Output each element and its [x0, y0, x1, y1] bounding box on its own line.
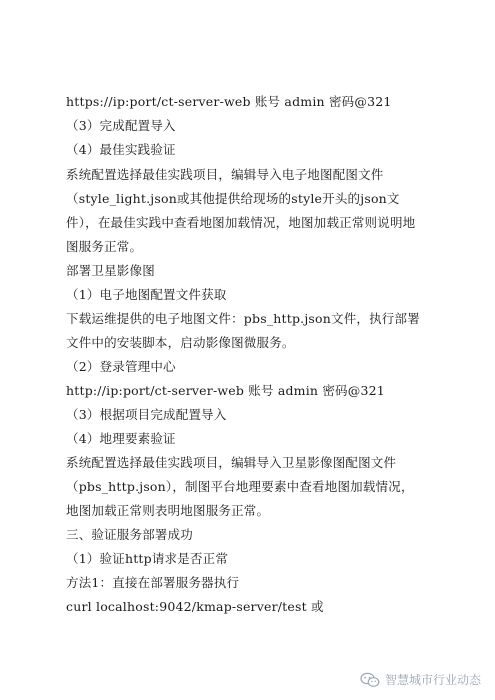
- text-line: 图服务正常。: [66, 239, 143, 254]
- text-line: http://ip:port/ct-server-web 账号 admin 密码@321: [66, 383, 385, 398]
- text-line: （style_light.json或其他提供给现场的style开头的json文: [66, 191, 400, 206]
- text-line: （3）根据项目完成配置导入: [66, 407, 227, 422]
- text-line: 方法1：直接在部署服务器执行: [66, 575, 240, 590]
- wechat-icon: [360, 672, 380, 688]
- text-line: （4）地理要素验证: [66, 431, 176, 446]
- text-line: （1）验证http请求是否正常: [66, 551, 229, 566]
- text-line: 地图加载正常则表明地图服务正常。: [66, 503, 270, 518]
- text-line: （4）最佳实践验证: [66, 142, 176, 157]
- text-line: 下载运维提供的电子地图文件：pbs_http.json文件，执行部署: [66, 311, 420, 326]
- text-line: https://ip:port/ct-server-web 账号 admin 密码@321: [66, 94, 392, 109]
- section-heading: 三、验证服务部署成功: [66, 527, 194, 542]
- text-line: （pbs_http.json），制图平台地理要素中查看地图加载情况，: [66, 479, 414, 494]
- text-line: （2）登录管理中心: [66, 359, 176, 374]
- text-line: 系统配置选择最佳实践项目，编辑导入电子地图配图文件: [66, 167, 384, 182]
- text-line: 件），在最佳实践中查看地图加载情况，地图加载正常则说明地: [66, 215, 416, 230]
- text-line: （3）完成配置导入: [66, 118, 176, 133]
- text-line: 系统配置选择最佳实践项目，编辑导入卫星影像图配图文件: [66, 455, 397, 470]
- watermark: [360, 671, 481, 688]
- text-line: curl localhost:9042/kmap-server/test 或: [66, 599, 324, 614]
- watermark-text: 智慧城市行业动态: [384, 673, 481, 687]
- text-line: （1）电子地图配置文件获取: [66, 287, 227, 302]
- text-line: 文件中的安装脚本，启动影像图微服务。: [66, 335, 295, 350]
- section-heading: 部署卫星影像图: [66, 263, 155, 278]
